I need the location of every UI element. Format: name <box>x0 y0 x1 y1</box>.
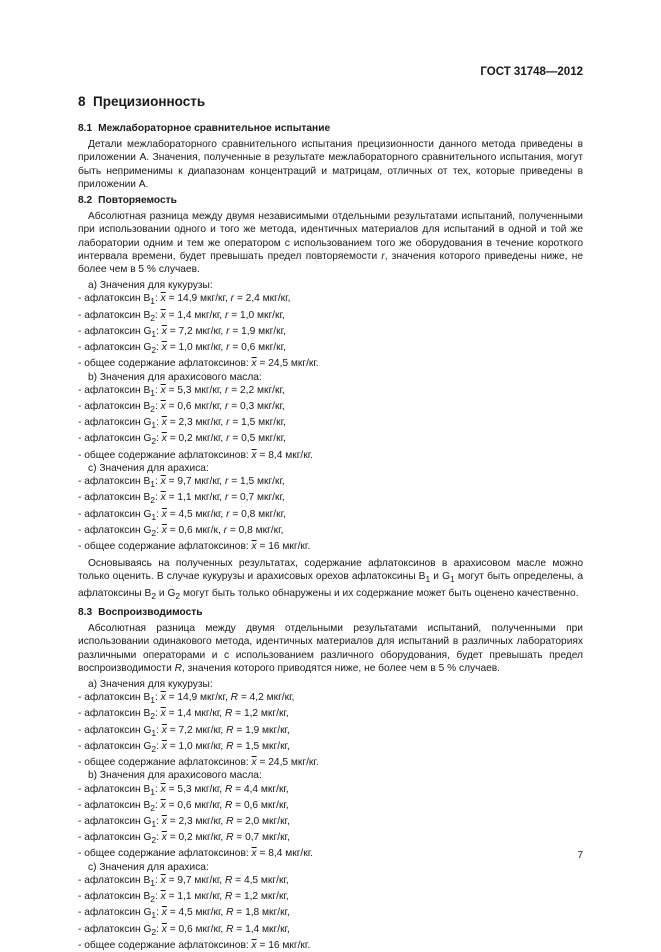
mean-value: = 0,2 мкг/кг, <box>166 433 227 445</box>
list-item <box>78 341 583 357</box>
limit-symbol: R <box>224 874 233 886</box>
total-label: - общее содержание афлатоксинов: <box>78 541 252 553</box>
colon: : <box>156 740 162 752</box>
section-number: 8 <box>78 94 86 109</box>
total-value: = 24,5 мкг/кг. <box>256 757 319 769</box>
subscript: 1 <box>150 786 155 797</box>
mean-value: = 9,7 мкг/кг, <box>165 874 225 886</box>
colon: : <box>155 783 161 795</box>
note-text: и G <box>156 587 176 599</box>
limit-value: = 1,8 мкг/кг, <box>233 907 290 919</box>
aflatoxin-name: - афлатоксин G <box>78 508 152 520</box>
aflatoxin-name: - афлатоксин G <box>78 923 152 935</box>
value-group-heading: b) Значения для арахисового масла: <box>88 770 262 782</box>
list-item <box>78 508 583 524</box>
limit-value: = 1,4 мкг/кг, <box>233 923 290 935</box>
total-value: = 16 мкг/кг. <box>256 541 311 553</box>
value-group-heading: a) Значения для кукурузы: <box>88 280 213 292</box>
limit-value: = 2,2 мкг/кг, <box>228 384 285 396</box>
colon: : <box>155 708 161 720</box>
mean-value: = 14,9 мкг/кг, <box>165 293 231 305</box>
subscript: 1 <box>150 296 155 307</box>
colon: : <box>155 401 161 413</box>
limit-value: = 0,8 мкг/кг, <box>229 508 286 520</box>
subscript: 1 <box>150 479 155 490</box>
list-item <box>78 831 583 847</box>
subscript: 1 <box>151 727 157 738</box>
mean-value: = 1,0 мкг/кг, <box>166 342 227 354</box>
colon: : <box>156 724 162 736</box>
mean-symbol: $\overline{x}$ <box>251 541 257 553</box>
mean-symbol: $\overline{x}$ <box>161 724 167 736</box>
limit-symbol: R <box>226 724 234 736</box>
limit-value: = 1,2 мкг/кг, <box>232 891 289 903</box>
list-item-total <box>78 540 583 553</box>
colon: : <box>156 524 162 536</box>
list-item <box>78 400 583 416</box>
total-value: = 24,5 мкг/кг. <box>256 358 319 370</box>
subsection-8-1-text: Детали межлабораторного сравнительного испытания прецизионности данного метода приведены в приложении А. Значения, полученные в результате межлабораторного сравнительного испытания, могут быть неприменимы к диапазонам концентраций и матрицам, отличных от тех, которые приведены в приложении А. <box>78 139 583 190</box>
mean-value: = 5,3 мкг/кг, <box>165 384 225 396</box>
subscript: 2 <box>151 926 157 937</box>
limit-value: = 4,5 мкг/кг, <box>232 874 289 886</box>
list-item <box>78 707 583 723</box>
colon: : <box>156 342 162 354</box>
limit-symbol: r <box>224 476 229 488</box>
subsection-8-3-intro <box>78 622 583 675</box>
section-title <box>78 94 205 109</box>
total-label: - общее содержание афлатоксинов: <box>78 757 252 769</box>
subsection-title: Воспроизводимость <box>98 606 203 618</box>
subsection-title: Межлабораторное сравнительное испытание <box>98 123 331 134</box>
aflatoxin-name: - афлатоксин B <box>78 492 151 504</box>
repeatability-values <box>78 279 583 553</box>
value-group <box>78 371 583 462</box>
limit-symbol: r <box>224 492 229 504</box>
reproducibility-symbol: R <box>174 662 182 674</box>
aflatoxin-name: - афлатоксин B <box>78 783 151 795</box>
colon: : <box>155 476 161 488</box>
value-group <box>78 861 583 952</box>
limit-symbol: r <box>224 401 229 413</box>
colon: : <box>156 832 162 844</box>
total-label: - общее содержание афлатоксинов: <box>78 848 252 860</box>
colon: : <box>155 692 161 704</box>
page-number: 7 <box>577 850 583 861</box>
list-item <box>78 416 583 432</box>
mean-symbol: $\overline{x}$ <box>160 874 166 886</box>
subscript: 2 <box>151 743 157 754</box>
mean-symbol: $\overline{x}$ <box>160 799 166 811</box>
aflatoxin-name: - афлатоксин G <box>78 417 152 429</box>
limit-symbol: r <box>226 508 230 520</box>
mean-value: = 9,7 мкг/кг, <box>165 476 225 488</box>
list-item-total <box>78 449 583 462</box>
note-text: могут быть определены, а афлатоксины B <box>78 571 583 599</box>
subsection-number: 8.2 <box>78 195 93 207</box>
limit-symbol: r <box>230 293 235 305</box>
aflatoxin-name: - афлатоксин B <box>78 476 151 488</box>
limit-value: = 2,0 мкг/кг, <box>233 815 290 827</box>
mean-symbol: $\overline{x}$ <box>160 401 166 413</box>
value-group-heading: c) Значения для арахиса: <box>88 462 209 474</box>
aflatoxin-name: - афлатоксин G <box>78 815 152 827</box>
list-item <box>78 799 583 815</box>
subscript: 1 <box>151 420 157 431</box>
list-item-total <box>78 357 583 370</box>
subscript: 2 <box>150 894 155 905</box>
list-item <box>78 906 583 922</box>
value-group <box>78 769 583 860</box>
subscript: 2 <box>150 711 155 722</box>
limit-symbol: r <box>224 309 229 321</box>
total-label: - общее содержание афлатоксинов: <box>78 358 252 370</box>
list-item <box>78 890 583 906</box>
aflatoxin-name: - афлатоксин B <box>78 309 151 321</box>
mean-symbol: $\overline{x}$ <box>160 384 166 396</box>
colon: : <box>155 799 161 811</box>
list-item-total <box>78 847 583 860</box>
subscript: 1 <box>151 819 157 829</box>
limit-symbol: R <box>226 832 234 844</box>
aflatoxin-name: - афлатоксин G <box>78 325 152 337</box>
limit-value: = 0,6 мкг/кг, <box>232 799 289 811</box>
list-item <box>78 524 583 540</box>
aflatoxin-name: - афлатоксин G <box>78 524 152 536</box>
list-item <box>78 724 583 740</box>
aflatoxin-name: - афлатоксин B <box>78 708 151 720</box>
list-item <box>78 292 583 308</box>
mean-symbol: $\overline{x}$ <box>161 325 167 337</box>
limit-symbol: R <box>230 692 238 704</box>
colon: : <box>156 325 162 337</box>
limit-symbol: R <box>224 783 233 795</box>
mean-value: = 1,1 мкг/кг, <box>165 492 225 504</box>
value-group-heading: c) Значения для арахиса: <box>88 861 209 873</box>
aflatoxin-name: - афлатоксин G <box>78 832 152 844</box>
mean-symbol: $\overline{x}$ <box>160 783 166 795</box>
limit-symbol: r <box>226 433 230 445</box>
subsection-8-2-intro <box>78 210 583 276</box>
aflatoxin-name: - афлатоксин B <box>78 692 151 704</box>
subsection-8-2-note <box>78 557 583 603</box>
list-item-total <box>78 939 583 952</box>
mean-value: = 0,6 мкг/кг, <box>166 923 227 935</box>
mean-symbol: $\overline{x}$ <box>160 309 166 321</box>
limit-value: = 4,2 мкг/кг, <box>238 692 295 704</box>
value-group <box>78 279 583 370</box>
list-item <box>78 783 583 799</box>
limit-symbol: R <box>226 907 234 919</box>
mean-value: = 2,3 мкг/кг, <box>166 815 227 827</box>
aflatoxin-name: - афлатоксин G <box>78 342 152 354</box>
subsection-number: 8.1 <box>78 123 93 134</box>
value-group-heading: b) Значения для арахисового масла: <box>88 371 262 383</box>
subscript: 1 <box>151 328 157 339</box>
note-text: и G <box>430 571 450 583</box>
mean-value: = 4,5 мкг/кг, <box>166 907 227 919</box>
mean-value: = 14,9 мкг/кг, <box>165 692 231 704</box>
limit-value: = 1,9 мкг/кг, <box>233 724 290 736</box>
aflatoxin-name: - афлатоксин G <box>78 740 152 752</box>
subscript: 1 <box>150 877 155 888</box>
mean-value: = 7,2 мкг/кг, <box>166 724 227 736</box>
limit-symbol: R <box>226 923 234 935</box>
subscript: 2 <box>150 802 155 813</box>
subscript: 2 <box>150 404 155 415</box>
limit-value: = 0,7 мкг/кг, <box>233 832 290 844</box>
limit-value: = 0,6 мкг/кг, <box>229 342 286 354</box>
colon: : <box>156 417 162 429</box>
mean-value: = 7,2 мкг/кг, <box>166 325 227 337</box>
repeatability-symbol: r <box>381 250 385 262</box>
list-item <box>78 325 583 341</box>
mean-value: = 0,6 мкг/кг, <box>165 799 225 811</box>
limit-symbol: r <box>226 342 230 354</box>
list-item <box>78 491 583 507</box>
aflatoxin-name: - афлатоксин B <box>78 401 151 413</box>
mean-symbol: $\overline{x}$ <box>161 342 167 354</box>
mean-value: = 0,6 мкг/к, <box>166 524 224 536</box>
total-label: - общее содержание афлатоксинов: <box>78 939 252 951</box>
limit-value: = 1,9 мкг/кг, <box>229 325 286 337</box>
subscript: 2 <box>151 835 157 846</box>
mean-symbol: $\overline{x}$ <box>161 923 167 935</box>
mean-symbol: $\overline{x}$ <box>161 524 167 536</box>
aflatoxin-name: - афлатоксин G <box>78 724 152 736</box>
subscript: 2 <box>151 590 157 601</box>
mean-symbol: $\overline{x}$ <box>161 433 167 445</box>
document-id: ГОСТ 31748—2012 <box>480 66 583 78</box>
mean-symbol: $\overline{x}$ <box>160 708 166 720</box>
list-item <box>78 740 583 756</box>
mean-symbol: $\overline{x}$ <box>160 293 166 305</box>
mean-value: = 5,3 мкг/кг, <box>165 783 225 795</box>
value-group <box>78 678 583 769</box>
mean-symbol: $\overline{x}$ <box>251 358 257 370</box>
list-item <box>78 432 583 448</box>
total-value: = 8,4 мкг/кг. <box>256 449 313 461</box>
colon: : <box>155 293 161 305</box>
note-text: могут быть только обнаружены и их содержание может быть оценено качественно. <box>180 587 579 599</box>
limit-value: = 1,0 мкг/кг, <box>228 309 285 321</box>
limit-value: = 4,4 мкг/кг, <box>232 783 289 795</box>
mean-symbol: $\overline{x}$ <box>160 891 166 903</box>
intro-text: Абсолютная разница между двумя отдельными результатами испытаний, полученными при использовании одинакового метода, идентичных материалов для испытаний в различных лабораториях различными операторами и с использованием различного оборудования, будет превышать предел воспроизводимости <box>78 623 583 674</box>
subscript: 2 <box>151 527 157 538</box>
limit-value: = 1,5 мкг/кг, <box>233 740 290 752</box>
subsection-title: Повторяемость <box>98 195 177 207</box>
limit-symbol: R <box>224 708 233 720</box>
colon: : <box>155 874 161 886</box>
mean-value: = 0,2 мкг/кг, <box>166 832 227 844</box>
mean-symbol: $\overline{x}$ <box>251 848 257 860</box>
list-item-total <box>78 756 583 769</box>
mean-symbol: $\overline{x}$ <box>160 492 166 504</box>
mean-symbol: $\overline{x}$ <box>251 939 257 951</box>
mean-symbol: $\overline{x}$ <box>251 757 257 769</box>
limit-symbol: r <box>226 325 230 337</box>
subsection-8-1-heading <box>78 122 583 135</box>
subscript: 1 <box>151 910 157 921</box>
aflatoxin-name: - афлатоксин B <box>78 874 151 886</box>
reproducibility-values <box>78 678 583 952</box>
colon: : <box>156 907 162 919</box>
subscript: 1 <box>450 574 455 585</box>
list-item <box>78 815 583 831</box>
list-item <box>78 874 583 890</box>
subsection-8-3-heading <box>78 606 583 619</box>
limit-value: = 1,5 мкг/кг, <box>228 476 285 488</box>
colon: : <box>155 492 161 504</box>
limit-value: = 0,3 мкг/кг, <box>228 401 285 413</box>
mean-symbol: $\overline{x}$ <box>161 740 167 752</box>
mean-value: = 1,4 мкг/кг, <box>165 708 225 720</box>
total-value: = 8,4 мкг/кг. <box>256 848 313 860</box>
total-label: - общее содержание афлатоксинов: <box>78 449 252 461</box>
list-item <box>78 309 583 325</box>
subscript: 1 <box>425 574 431 585</box>
mean-symbol: $\overline{x}$ <box>251 449 257 461</box>
intro-text: Абсолютная разница между двумя независимыми отдельными результатами испытаний, полученными при использовании одного и того же метода, идентичных материалов для испытаний в одной и той же лаборатории одним и тем же оператором с использованием того же оборудования в течение короткого интервала времени, будет превышать предел повторяемости <box>78 211 583 262</box>
list-item <box>78 923 583 939</box>
mean-value: = 1,1 мкг/кг, <box>165 891 225 903</box>
mean-symbol: $\overline{x}$ <box>161 508 167 520</box>
aflatoxin-name: - афлатоксин G <box>78 907 152 919</box>
limit-value: = 0,8 мкг/кг, <box>227 524 284 536</box>
limit-value: = 1,2 мкг/кг, <box>232 708 289 720</box>
note-text: Основываясь на полученных результатах, содержание афлатоксинов в арахисовом масле можно только оценить. В случае кукурузы и арахисовых орехов афлатоксины B <box>78 558 583 583</box>
limit-symbol: r <box>224 384 229 396</box>
colon: : <box>156 508 162 520</box>
aflatoxin-name: - афлатоксин B <box>78 799 151 811</box>
mean-symbol: $\overline{x}$ <box>160 476 166 488</box>
limit-symbol: R <box>224 891 233 903</box>
subscript: 2 <box>175 590 181 601</box>
limit-symbol: R <box>226 815 234 827</box>
subscript: 1 <box>151 511 157 522</box>
value-group <box>78 462 583 553</box>
aflatoxin-name: - афлатоксин G <box>78 433 152 445</box>
mean-symbol: $\overline{x}$ <box>161 907 167 919</box>
aflatoxin-name: - афлатоксин B <box>78 891 151 903</box>
mean-symbol: $\overline{x}$ <box>161 815 167 827</box>
mean-value: = 0,6 мкг/кг, <box>165 401 225 413</box>
mean-symbol: $\overline{x}$ <box>161 832 167 844</box>
section-title-text: Прецизионность <box>93 94 206 109</box>
mean-symbol: $\overline{x}$ <box>161 417 167 429</box>
colon: : <box>156 815 162 827</box>
colon: : <box>155 891 161 903</box>
list-item <box>78 475 583 491</box>
limit-value: = 0,5 мкг/кг, <box>229 433 286 445</box>
mean-value: = 1,0 мкг/кг, <box>166 740 227 752</box>
aflatoxin-name: - афлатоксин B <box>78 384 151 396</box>
colon: : <box>156 433 162 445</box>
colon: : <box>155 384 161 396</box>
subscript: 1 <box>150 695 155 706</box>
limit-value: = 1,5 мкг/кг, <box>229 417 286 429</box>
limit-value: = 2,4 мкг/кг, <box>234 293 291 305</box>
aflatoxin-name: - афлатоксин B <box>78 293 151 305</box>
subsection-8-2-heading <box>78 194 583 207</box>
mean-symbol: $\overline{x}$ <box>160 692 166 704</box>
colon: : <box>155 309 161 321</box>
list-item <box>78 384 583 400</box>
colon: : <box>156 923 162 935</box>
mean-value: = 4,5 мкг/кг, <box>166 508 227 520</box>
subsection-number: 8.3 <box>78 606 93 618</box>
limit-value: = 0,7 мкг/кг, <box>228 492 285 504</box>
subscript: 2 <box>150 312 155 323</box>
subscript: 2 <box>150 495 155 506</box>
section-content <box>78 122 583 952</box>
total-value: = 16 мкг/кг. <box>256 939 311 951</box>
value-group-heading: a) Значения для кукурузы: <box>88 678 213 690</box>
subscript: 2 <box>151 345 157 356</box>
mean-value: = 2,3 мкг/кг, <box>166 417 227 429</box>
subscript: 1 <box>150 387 155 398</box>
list-item <box>78 691 583 707</box>
intro-text: , значения которого приведены ниже, не более чем в 5 % случаев. <box>78 250 583 276</box>
intro-text: , значения которого приводятся ниже, не более чем в 5 % случаев. <box>181 662 501 674</box>
mean-value: = 1,4 мкг/кг, <box>165 309 225 321</box>
limit-symbol: r <box>223 524 228 536</box>
limit-symbol: r <box>226 417 230 429</box>
limit-symbol: R <box>226 740 234 752</box>
subscript: 2 <box>151 436 157 447</box>
limit-symbol: R <box>224 799 233 811</box>
